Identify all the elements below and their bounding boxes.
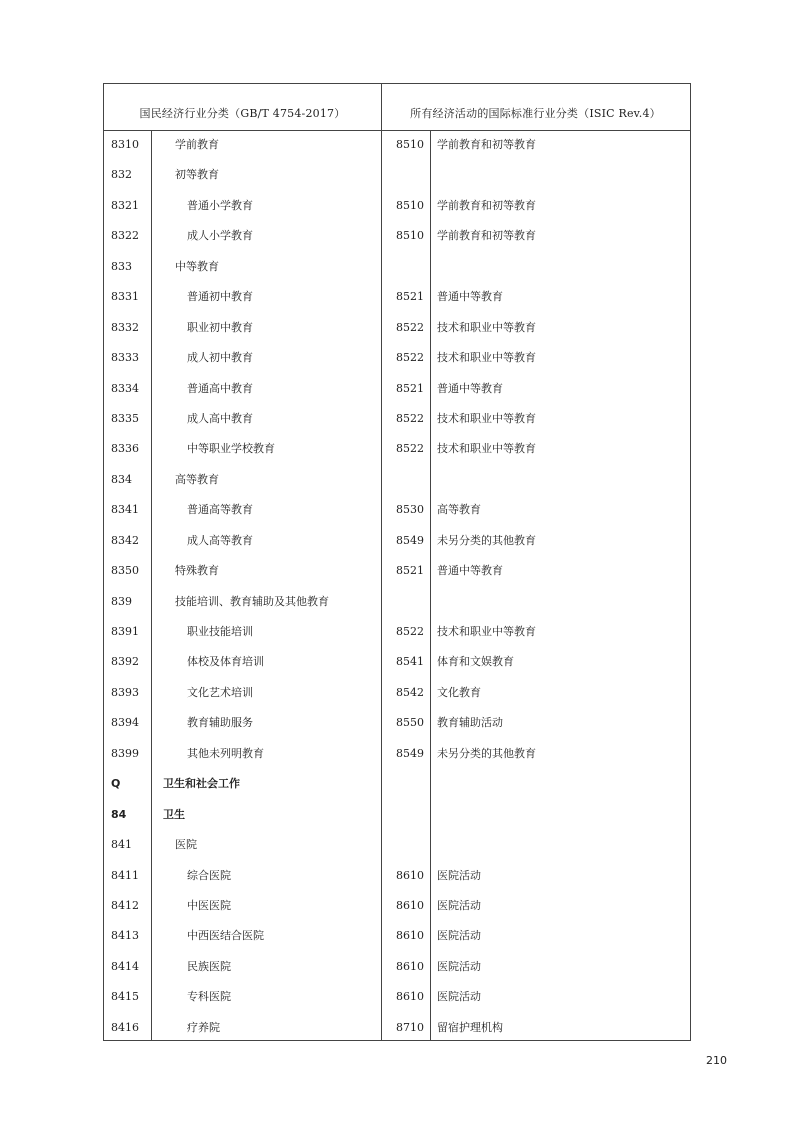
isic-name: 体育和文娱教育 (437, 655, 514, 669)
gbt-code: Q (111, 777, 121, 791)
isic-name: 教育辅助活动 (437, 716, 503, 730)
isic-code: 8510 (396, 198, 424, 212)
table-row (104, 647, 690, 677)
table-row (104, 678, 690, 708)
table-row (104, 282, 690, 312)
isic-name: 医院活动 (437, 990, 481, 1004)
isic-name: 学前教育和初等教育 (437, 229, 536, 243)
gbt-code: 8393 (111, 685, 139, 699)
gbt-name: 疗养院 (187, 1020, 220, 1034)
gbt-name: 中医医院 (187, 898, 231, 912)
header-gbt-classification: 国民经济行业分类（GB/T 4754-2017） (139, 107, 346, 120)
gbt-code: 8394 (111, 716, 139, 730)
gbt-code: 8342 (111, 533, 139, 547)
isic-name: 文化教育 (437, 685, 481, 699)
table-row (104, 800, 690, 830)
gbt-name: 文化艺术培训 (187, 685, 253, 699)
gbt-code: 833 (111, 259, 132, 273)
isic-code: 8610 (396, 868, 424, 882)
gbt-name: 中等教育 (175, 259, 219, 273)
table-row (104, 921, 690, 951)
isic-code: 8521 (396, 381, 424, 395)
isic-code: 8610 (396, 990, 424, 1004)
gbt-name: 普通高等教育 (187, 503, 253, 517)
gbt-name: 体校及体育培训 (187, 655, 264, 669)
gbt-name: 成人高等教育 (187, 533, 253, 547)
table-row (104, 769, 690, 799)
isic-name: 技术和职业中等教育 (437, 320, 536, 334)
gbt-code: 8412 (111, 898, 139, 912)
isic-name: 普通中等教育 (437, 564, 503, 578)
isic-code: 8550 (396, 716, 424, 730)
gbt-code: 8392 (111, 655, 139, 669)
isic-code: 8610 (396, 898, 424, 912)
gbt-name: 专科医院 (187, 990, 231, 1004)
table-row (104, 1013, 690, 1043)
isic-name: 技术和职业中等教育 (437, 351, 536, 365)
isic-code: 8510 (396, 138, 424, 151)
gbt-code: 84 (111, 807, 127, 821)
table-row (104, 160, 690, 190)
table-row (104, 617, 690, 647)
table-row (104, 313, 690, 343)
table-row (104, 587, 690, 617)
table-row (104, 982, 690, 1012)
isic-code: 8522 (396, 625, 424, 638)
gbt-name: 特殊教育 (175, 564, 219, 578)
isic-name: 未另分类的其他教育 (437, 746, 536, 760)
table-row (104, 252, 690, 282)
table-row (104, 374, 690, 404)
isic-code: 8521 (396, 290, 424, 304)
gbt-code: 8336 (111, 442, 139, 456)
gbt-code: 839 (111, 594, 132, 608)
isic-name: 技术和职业中等教育 (437, 625, 536, 638)
table-row (104, 891, 690, 921)
isic-name: 医院活动 (437, 959, 481, 973)
gbt-code: 8399 (111, 746, 139, 760)
gbt-name: 初等教育 (175, 168, 219, 182)
isic-code: 8510 (396, 229, 424, 243)
isic-name: 学前教育和初等教育 (437, 138, 536, 151)
gbt-name: 卫生和社会工作 (163, 777, 240, 791)
isic-code: 8549 (396, 533, 424, 547)
table-row (104, 861, 690, 891)
table-header (104, 84, 690, 131)
isic-code: 8541 (396, 655, 424, 669)
gbt-code: 8341 (111, 503, 139, 517)
table-row (104, 130, 690, 160)
gbt-name: 其他未列明教育 (187, 746, 264, 760)
gbt-name: 普通高中教育 (187, 381, 253, 395)
page-number: 210 (706, 1054, 727, 1067)
gbt-code: 841 (111, 838, 132, 852)
isic-code: 8522 (396, 320, 424, 334)
gbt-code: 8322 (111, 229, 139, 243)
isic-code: 8521 (396, 564, 424, 578)
gbt-code: 8350 (111, 564, 139, 578)
gbt-name: 成人高中教育 (187, 411, 253, 425)
gbt-code: 8335 (111, 411, 139, 425)
gbt-name: 职业技能培训 (187, 625, 253, 638)
table-row (104, 739, 690, 769)
gbt-name: 医院 (175, 838, 197, 852)
gbt-name: 中等职业学校教育 (187, 442, 275, 456)
gbt-name: 普通初中教育 (187, 290, 253, 304)
isic-code: 8549 (396, 746, 424, 760)
isic-name: 技术和职业中等教育 (437, 442, 536, 456)
gbt-code: 8332 (111, 320, 139, 334)
gbt-name: 高等教育 (175, 472, 219, 486)
gbt-code: 8416 (111, 1020, 139, 1034)
gbt-name: 中西医结合医院 (187, 929, 264, 943)
table-row (104, 465, 690, 495)
isic-name: 技术和职业中等教育 (437, 411, 536, 425)
gbt-name: 职业初中教育 (187, 320, 253, 334)
gbt-code: 8413 (111, 929, 139, 943)
table-row (104, 434, 690, 464)
isic-name: 留宿护理机构 (437, 1020, 503, 1034)
gbt-name: 普通小学教育 (187, 198, 253, 212)
table-row (104, 343, 690, 373)
header-isic-classification: 所有经济活动的国际标准行业分类（ISIC Rev.4） (410, 107, 661, 120)
table-row (104, 830, 690, 860)
gbt-name: 学前教育 (175, 138, 219, 151)
gbt-code: 8321 (111, 198, 139, 212)
gbt-code: 8414 (111, 959, 139, 973)
isic-name: 医院活动 (437, 898, 481, 912)
gbt-name: 民族医院 (187, 959, 231, 973)
table-body (104, 130, 690, 1043)
gbt-code: 8310 (111, 138, 139, 151)
isic-code: 8610 (396, 929, 424, 943)
isic-code: 8542 (396, 685, 424, 699)
gbt-name: 卫生 (163, 807, 185, 821)
classification-table (103, 83, 691, 1041)
isic-name: 医院活动 (437, 929, 481, 943)
table-row (104, 191, 690, 221)
table-row (104, 495, 690, 525)
table-row (104, 952, 690, 982)
gbt-name: 教育辅助服务 (187, 716, 253, 730)
isic-name: 普通中等教育 (437, 290, 503, 304)
isic-name: 学前教育和初等教育 (437, 198, 536, 212)
table-row (104, 708, 690, 738)
table-row (104, 221, 690, 251)
isic-code: 8522 (396, 351, 424, 365)
gbt-code: 8411 (111, 868, 139, 882)
gbt-code: 8331 (111, 290, 139, 304)
isic-name: 高等教育 (437, 503, 481, 517)
isic-code: 8530 (396, 503, 424, 517)
isic-code: 8610 (396, 959, 424, 973)
gbt-code: 832 (111, 168, 132, 182)
isic-code: 8522 (396, 411, 424, 425)
gbt-name: 技能培训、教育辅助及其他教育 (175, 594, 329, 608)
table-row (104, 526, 690, 556)
gbt-name: 成人小学教育 (187, 229, 253, 243)
isic-code: 8522 (396, 442, 424, 456)
isic-name: 医院活动 (437, 868, 481, 882)
gbt-code: 8391 (111, 625, 139, 638)
table-row (104, 404, 690, 434)
table-row (104, 556, 690, 586)
gbt-code: 8334 (111, 381, 139, 395)
gbt-name: 成人初中教育 (187, 351, 253, 365)
gbt-code: 8415 (111, 990, 139, 1004)
isic-code: 8710 (396, 1020, 424, 1034)
gbt-name: 综合医院 (187, 868, 231, 882)
gbt-code: 834 (111, 472, 132, 486)
gbt-code: 8333 (111, 351, 139, 365)
isic-name: 普通中等教育 (437, 381, 503, 395)
isic-name: 未另分类的其他教育 (437, 533, 536, 547)
